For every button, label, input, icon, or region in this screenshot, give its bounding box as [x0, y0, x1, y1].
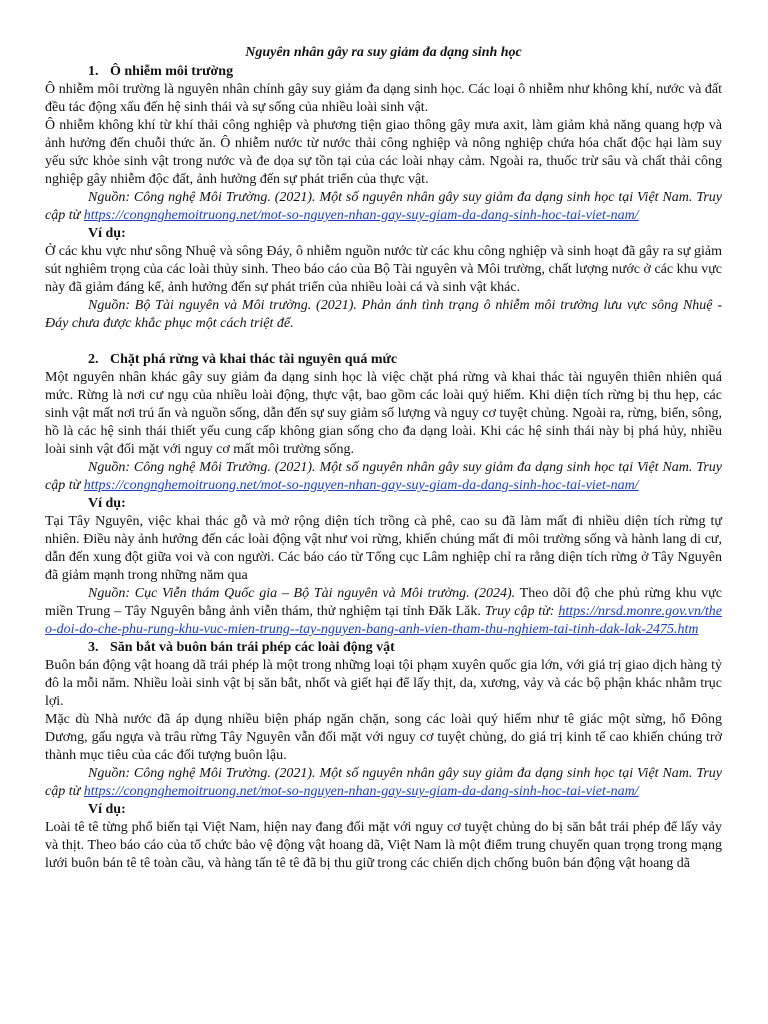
example-source-citation	[45, 585, 722, 639]
source-link[interactable]: https://congnghemoitruong.net/mot-so-nguyen-nhan-gay-suy-giam-da-dang-sinh-hoc-tai-viet-nam/	[83, 784, 639, 799]
section-number: 2.	[88, 352, 99, 367]
example-paragraph: Ở các khu vực như sông Nhuệ và sông Đáy, ô nhiễm nguồn nước từ các khu công nghiệp và sinh hoạt đã gây ra sự giảm sút nghiêm trọng của các loài thủy sinh. Theo báo cáo của Bộ Tài nguyên và Môi trường, chất lượng nước ở các khu vực này đã giảm đáng kể, ảnh hưởng đến sự phát triển của nhiều loài cá và sinh vật khác.	[45, 244, 722, 295]
source-citation	[45, 459, 722, 495]
section-heading-2	[45, 351, 722, 369]
section-title: Ô nhiễm môi trường	[110, 64, 234, 79]
paragraph: Buôn bán động vật hoang dã trái phép là một trong những loại tội phạm xuyên quốc gia lớn, với giá trị giao dịch hàng tỷ đô la mỗi năm. Nhiều loài sinh vật bị săn bắt, nhốt và giết hại để lấy thịt, da, xương, vảy và các bộ phận khác nhằm trục lợi.	[45, 658, 722, 709]
example-label: Ví dụ:	[88, 226, 126, 241]
example-label: Ví dụ:	[88, 496, 126, 511]
section-title: Săn bắt và buôn bán trái phép các loài động vật	[110, 640, 395, 655]
document-page	[45, 44, 722, 873]
source-link[interactable]: https://congnghemoitruong.net/mot-so-nguyen-nhan-gay-suy-giam-da-dang-sinh-hoc-tai-viet-nam/	[83, 478, 639, 493]
citation-text: Nguồn: Công nghệ Môi Trường. (2021). Một số nguyên nhân gây suy giảm đa dạng sinh học tại Việt Nam. Truy cập từ	[45, 460, 722, 493]
section-heading-1	[45, 63, 722, 81]
example-source-citation: Nguồn: Bộ Tài nguyên và Môi trường. (2021). Phản ánh tình trạng ô nhiễm môi trường lưu vực sông Nhuệ - Đáy chưa được khắc phục một cách triệt để.	[45, 298, 722, 331]
citation-access: Truy cập từ:	[484, 604, 559, 619]
section-title: Chặt phá rừng và khai thác tài nguyên quá mức	[110, 352, 398, 367]
citation-text: Nguồn: Công nghệ Môi Trường. (2021). Một số nguyên nhân gây suy giảm đa dạng sinh học tại Việt Nam. Truy cập từ	[45, 190, 722, 223]
source-link[interactable]: https://congnghemoitruong.net/mot-so-nguyen-nhan-gay-suy-giam-da-dang-sinh-hoc-tai-viet-nam/	[83, 208, 639, 223]
example-paragraph: Loài tê tê từng phổ biến tại Việt Nam, hiện nay đang đối mặt với nguy cơ tuyệt chủng do bị săn bắt trái phép để lấy vảy và thịt. Theo báo cáo của tổ chức bảo vệ động vật hoang dã, Việt Nam là một điểm trung chuyển quan trọng trong mạng lưới buôn bán tê tê toàn cầu, và hàng tấn tê tê đã bị thu giữ trong các chiến dịch chống buôn bán động vật hoang dã	[45, 820, 722, 871]
paragraph: Một nguyên nhân khác gây suy giảm đa dạng sinh học là việc chặt phá rừng và khai thác tài nguyên thiên nhiên quá mức. Rừng là nơi cư ngụ của nhiều loài động, thực vật, bao gồm các loài quý hiếm. Khi diện tích rừng bị thu hẹp, các sinh vật mất nơi trú ẩn và nguồn sống, dẫn đến sự suy giảm số lượng và nguy cơ tuyệt chủng. Ngoài ra, rừng, biển, sông, hồ là các hệ sinh thái thiết yếu cung cấp không gian sống cho đa dạng loài. Khi các hệ sinh thái này bị phá hủy, nhiều loài sinh vật đối mặt với nguy cơ mất môi trường sống.	[45, 370, 722, 457]
paragraph: Ô nhiễm không khí từ khí thải công nghiệp và phương tiện giao thông gây mưa axit, làm giảm khả năng quang hợp và ảnh hưởng đến chuỗi thức ăn. Ô nhiễm nước từ nước thải công nghiệp và nông nghiệp chứa hóa chất độc hại làm suy yếu sức khỏe sinh vật trong nước và đe dọa sự tồn tại của các loài nhạy cảm. Ngoài ra, thuốc trừ sâu và chất thải công nghiệp gây nhiễm độc đất, ảnh hưởng đến sự phát triển của thực vật.	[45, 118, 722, 187]
section-number: 3.	[88, 640, 99, 655]
example-label: Ví dụ:	[88, 802, 126, 817]
document-title: Nguyên nhân gây ra suy giảm đa dạng sinh học	[245, 45, 522, 60]
citation-plain: Theo dõi độ che phủ rừng khu vực miền Trung – Tây Nguyên bằng ảnh viễn thám, thử nghiệm tại tỉnh Đăk Lăk.	[45, 586, 722, 619]
citation-text: Nguồn: Công nghệ Môi Trường. (2021). Một số nguyên nhân gây suy giảm đa dạng sinh học tại Việt Nam. Truy cập từ	[45, 766, 722, 799]
paragraph: Mặc dù Nhà nước đã áp dụng nhiều biện pháp ngăn chặn, song các loài quý hiếm như tê giác một sừng, hổ Đông Dương, gấu ngựa và trâu rừng Tây Nguyên vẫn đối mặt với nguy cơ tuyệt chủng, do giá trị kinh tế cao khiến chúng trở thành mục tiêu của các đối tượng buôn lậu.	[45, 712, 722, 763]
source-link[interactable]: https://nrsd.monre.gov.vn/theo-doi-do-che-phu-rung-khu-vuc-mien-trung--tay-nguyen-bang-anh-vien-tham-thu-nghiem-tai-tinh-dak-lak-2475.htm	[45, 604, 723, 637]
paragraph: Ô nhiễm môi trường là nguyên nhân chính gây suy giảm đa dạng sinh học. Các loại ô nhiễm như không khí, nước và đất đều tác động xấu đến hệ sinh thái và sự sống của nhiều loài sinh vật.	[45, 82, 722, 115]
section-heading-3	[45, 639, 722, 657]
source-citation	[45, 765, 722, 801]
example-paragraph: Tại Tây Nguyên, việc khai thác gỗ và mở rộng diện tích trồng cà phê, cao su đã làm mất đi nhiều diện tích rừng tự nhiên. Điều này ảnh hưởng đến các loài động vật như voi rừng, khiến chúng mất đi môi trường sống và hành lang di cư, dẫn đến xung đột giữa voi và con người. Các báo cáo từ Tổng cục Lâm nghiệp chỉ ra rằng diện tích rừng ở Tây Nguyên đã giảm mạnh trong những năm qua	[45, 514, 722, 583]
section-number: 1.	[88, 64, 99, 79]
citation-italic: Nguồn: Cục Viễn thám Quốc gia – Bộ Tài nguyên và Môi trường. (2024).	[88, 586, 516, 601]
source-citation	[45, 189, 722, 225]
